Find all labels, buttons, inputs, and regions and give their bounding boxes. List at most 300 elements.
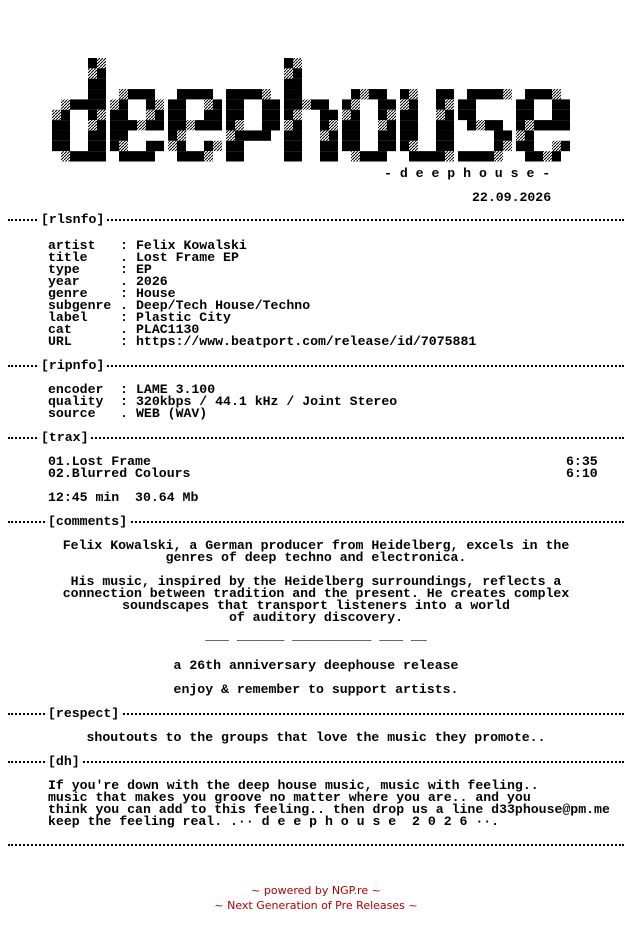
logo-pixel (458, 110, 467, 120)
logo-pixel (177, 89, 186, 99)
logo-pixel (146, 99, 155, 109)
logo-pixel (320, 99, 329, 109)
subgenre-value: Deep/Tech House/Techno (136, 298, 311, 313)
logo-pixel (235, 89, 244, 99)
logo-pixel (476, 89, 485, 99)
logo-pixel (436, 120, 445, 130)
logo-pixel (110, 130, 119, 140)
logo-pixel (494, 141, 503, 151)
logo-pixel (561, 110, 570, 120)
logo-pixel (485, 120, 494, 130)
logo-pixel (235, 141, 244, 151)
logo-pixel (119, 141, 128, 151)
url-link[interactable]: https://www.beatport.com/release/id/7075881 (136, 334, 477, 349)
logo-pixel (378, 89, 387, 99)
logo-pixel (436, 130, 445, 140)
logo-pixel (485, 151, 494, 161)
logo-pixel (293, 68, 302, 78)
logo-pixel (436, 110, 445, 120)
track-name-1: 01.Lost Frame (48, 454, 151, 469)
logo-pixel (342, 141, 351, 151)
logo-pixel (61, 151, 70, 161)
logo-pixel (445, 151, 454, 161)
logo-pixel (293, 110, 302, 120)
total-duration-size: 12:45 min 30.64 Mb (48, 490, 199, 505)
logo-pixel (525, 110, 534, 120)
logo-pixel (284, 151, 293, 161)
logo-pixel (369, 151, 378, 161)
logo-pixel (378, 110, 387, 120)
logo-pixel (534, 89, 543, 99)
logo-pixel (244, 89, 253, 99)
logo-pixel (235, 151, 244, 161)
logo-pixel (88, 99, 97, 109)
logo-pixel (467, 110, 476, 120)
logo-pixel (552, 110, 561, 120)
logo-pixel (467, 89, 476, 99)
logo-pixel (494, 89, 503, 99)
year-label: year (48, 274, 80, 289)
comment-line: of auditory discovery. (228, 610, 404, 625)
logo-pixel (284, 79, 293, 89)
logo-pixel (516, 110, 525, 120)
logo-pixel (177, 151, 186, 161)
logo-pixel (88, 130, 97, 140)
logo-pixel (97, 151, 106, 161)
logo-pixel (485, 89, 494, 99)
logo-pixel (61, 110, 70, 120)
logo-pixel (467, 120, 476, 130)
logo-pixel (378, 141, 387, 151)
logo-pixel (168, 130, 177, 140)
logo-pixel (119, 89, 128, 99)
logo-pixel (400, 120, 409, 130)
logo-pixel (342, 130, 351, 140)
comment-line: His music, inspired by the Heidelberg surroundings, reflects a (70, 574, 562, 589)
logo-pixel (409, 99, 418, 109)
comment-line: Felix Kowalski, a German producer from Heidelberg, excels in the (62, 538, 570, 553)
logo-pixel (445, 89, 454, 99)
logo-pixel (351, 130, 360, 140)
release-date: 22.09.2026 (472, 190, 552, 205)
logo-pixel (186, 89, 195, 99)
logo-pixel (387, 141, 396, 151)
logo-pixel (516, 99, 525, 109)
logo-pixel (400, 99, 409, 109)
logo-pixel (543, 120, 552, 130)
logo-pixel (293, 99, 302, 109)
logo-pixel (503, 141, 512, 151)
logo-pixel (436, 89, 445, 99)
title-label: title (48, 250, 88, 265)
genre-value: House (136, 286, 176, 301)
logo-pixel (494, 130, 503, 140)
logo-pixel (213, 99, 222, 109)
logo-pixel (351, 99, 360, 109)
logo-pixel (293, 130, 302, 140)
logo-pixel (262, 89, 271, 99)
section-label-comments: [comments] (45, 516, 130, 528)
logo-pixel (137, 151, 146, 161)
url-label: URL (48, 334, 72, 349)
section-label-rlsnfo: [rlsnfo] (38, 214, 107, 226)
powered-by-link[interactable]: ~ powered by NGP.re ~ (251, 884, 381, 897)
logo-pixel (97, 141, 106, 151)
logo-pixel (177, 120, 186, 130)
logo-pixel (552, 99, 561, 109)
logo-pixel (552, 151, 561, 161)
logo-pixel (494, 120, 503, 130)
logo-pixel (360, 89, 369, 99)
logo-pixel (88, 151, 97, 161)
logo-pixel (271, 99, 280, 109)
logo-pixel (110, 99, 119, 109)
logo-pixel (458, 151, 467, 161)
logo-pixel (293, 58, 302, 68)
logo-pixel (284, 58, 293, 68)
logo-pixel (271, 110, 280, 120)
logo-pixel (177, 141, 186, 151)
logo-pixel (445, 120, 454, 130)
logo-pixel (204, 151, 213, 161)
logo-pixel (284, 68, 293, 78)
logo-pixel (52, 130, 61, 140)
logo-pixel (503, 89, 512, 99)
logo-pixel (351, 89, 360, 99)
logo-pixel (494, 151, 503, 161)
logo-pixel (284, 141, 293, 151)
logo-pixel (226, 120, 235, 130)
logo-pixel (195, 89, 204, 99)
logo-pixel (168, 110, 177, 120)
logo-pixel (146, 110, 155, 120)
logo-pixel (436, 99, 445, 109)
logo-pixel (168, 99, 177, 109)
logo-pixel (516, 130, 525, 140)
logo-pixel (320, 120, 329, 130)
subgenre-label: subgenre (48, 298, 112, 313)
logo-pixel (293, 79, 302, 89)
logo-pixel (561, 99, 570, 109)
logo-pixel (226, 141, 235, 151)
logo-pixel (387, 130, 396, 140)
logo-pixel (146, 151, 155, 161)
logo-pixel (271, 120, 280, 130)
ngp-tagline-link[interactable]: ~ Next Generation of Pre Releases ~ (214, 899, 418, 912)
logo-pixel (204, 89, 213, 99)
logo-pixel (155, 110, 164, 120)
logo-pixel (128, 89, 137, 99)
logo-pixel (525, 130, 534, 140)
logo-pixel (302, 99, 311, 109)
logo-pixel (97, 79, 106, 89)
genre-label: genre (48, 286, 88, 301)
logo-pixel (262, 130, 271, 140)
anniversary-text: a 26th anniversary deephouse release (173, 658, 459, 673)
logo-pixel (97, 89, 106, 99)
divider (8, 761, 624, 763)
comment-line: genres of deep techno and electronica. (165, 550, 467, 565)
logo-pixel (195, 151, 204, 161)
logo-pixel (418, 151, 427, 161)
logo-pixel (543, 151, 552, 161)
dh-line: music that makes you groove no matter where you are.. and you (48, 790, 531, 805)
artist-value: Felix Kowalski (136, 238, 247, 253)
track-name-2: 02.Blurred Colours (48, 466, 191, 481)
logo-pixel (476, 120, 485, 130)
logo-pixel (235, 120, 244, 130)
label-value: Plastic City (136, 310, 231, 325)
logo-pixel (400, 141, 409, 151)
logo-pixel (79, 99, 88, 109)
logo-pixel (226, 110, 235, 120)
logo-pixel (226, 130, 235, 140)
logo-pixel (226, 151, 235, 161)
type-label: type (48, 262, 80, 277)
logo-pixel (213, 141, 222, 151)
deephouse-logo (52, 34, 572, 179)
logo-pixel (293, 141, 302, 151)
comment-rule: ___ ______ __________ ___ __ (205, 628, 427, 643)
support-text: enjoy & remember to support artists. (173, 682, 459, 697)
section-label-trax: [trax] (38, 432, 91, 444)
logo-pixel (387, 99, 396, 109)
logo-pixel (409, 110, 418, 120)
logo-pixel (387, 120, 396, 130)
logo-pixel (284, 89, 293, 99)
section-label-respect: [respect] (45, 708, 122, 720)
logo-pixel (88, 110, 97, 120)
logo-pixel (525, 89, 534, 99)
logo-pixel (409, 89, 418, 99)
source-label: source (48, 406, 96, 421)
logo-pixel (155, 99, 164, 109)
logo-pixel (351, 151, 360, 161)
cat-label: cat (48, 322, 72, 337)
logo-pixel (110, 110, 119, 120)
logo-pixel (445, 110, 454, 120)
type-value: EP (136, 262, 152, 277)
logo-pixel (119, 120, 128, 130)
logo-pixel (369, 89, 378, 99)
logo-pixel (88, 58, 97, 68)
logo-pixel (128, 120, 137, 130)
logo-pixel (525, 151, 534, 161)
logo-pixel (70, 151, 79, 161)
logo-pixel (409, 130, 418, 140)
logo-pixel (137, 120, 146, 130)
logo-pixel (204, 141, 213, 151)
logo-pixel (284, 120, 293, 130)
logo-pixel (400, 89, 409, 99)
logo-pixel (561, 141, 570, 151)
logo-pixel (97, 58, 106, 68)
track-time-1: 6:35 (566, 454, 598, 469)
logo-pixel (400, 130, 409, 140)
logo-pixel (329, 120, 338, 130)
divider (8, 437, 624, 439)
dh-line: think you can add to this feeling.. then drop us a line d33phouse@pm.me (48, 802, 610, 817)
logo-pixel (409, 141, 418, 151)
logo-pixel (186, 120, 195, 130)
logo-pixel (284, 110, 293, 120)
logo-pixel (516, 120, 525, 130)
section-label-dh: [dh] (45, 756, 83, 768)
logo-pixel (552, 89, 561, 99)
logo-pixel (552, 120, 561, 130)
logo-pixel (137, 89, 146, 99)
logo-pixel (97, 68, 106, 78)
logo-pixel (146, 89, 155, 99)
logo-pixel (61, 120, 70, 130)
logo-pixel (61, 130, 70, 140)
logo-pixel (235, 99, 244, 109)
logo-pixel (387, 110, 396, 120)
comment-line: connection between tradition and the present. He creates complex (62, 586, 570, 601)
logo-pixel (400, 110, 409, 120)
logo-pixel (213, 110, 222, 120)
logo-pixel (320, 141, 329, 151)
logo-pixel (311, 99, 320, 109)
logo-pixel (226, 89, 235, 99)
logo-pixel (516, 141, 525, 151)
logo-pixel (467, 151, 476, 161)
logo-pixel (360, 151, 369, 161)
section-label-ripnfo: [ripnfo] (38, 360, 107, 372)
logo-pixel (342, 99, 351, 109)
year-value: 2026 (136, 274, 168, 289)
quality-label: quality (48, 394, 104, 409)
logo-pixel (409, 151, 418, 161)
logo-pixel (119, 99, 128, 109)
logo-pixel (204, 99, 213, 109)
logo-pixel (320, 151, 329, 161)
logo-pixel (329, 151, 338, 161)
logo-pixel (525, 120, 534, 130)
logo-pixel (52, 141, 61, 151)
encoder-label: encoder (48, 382, 104, 397)
logo-pixel (226, 99, 235, 109)
logo-pixel (378, 99, 387, 109)
title-value: Lost Frame EP (136, 250, 239, 265)
logo-pixel (97, 120, 106, 130)
logo-pixel (119, 110, 128, 120)
dh-line: keep the feeling real. .·· d e e p h o u s e 2 0 2 6 ··. (48, 814, 500, 829)
logo-pixel (329, 130, 338, 140)
logo-pixel (445, 130, 454, 140)
logo-pixel (70, 99, 79, 109)
logo-pixel (552, 141, 561, 151)
logo-pixel (262, 99, 271, 109)
logo-pixel (476, 151, 485, 161)
source-value: WEB (WAV) (136, 406, 208, 421)
logo-pixel (168, 120, 177, 130)
label-label: label (48, 310, 88, 325)
logo-pixel (204, 110, 213, 120)
logo-pixel (342, 120, 351, 130)
track-time-2: 6:10 (566, 466, 598, 481)
logo-pixel (128, 151, 137, 161)
logo-pixel (88, 141, 97, 151)
logo-pixel (119, 130, 128, 140)
logo-pixel (525, 99, 534, 109)
logo-pixel (329, 110, 338, 120)
logo-pixel (262, 110, 271, 120)
logo-pixel (378, 130, 387, 140)
logo-pixel (235, 110, 244, 120)
logo-pixel (378, 151, 387, 161)
logo-pixel (168, 141, 177, 151)
logo-pixel (262, 120, 271, 130)
logo-pixel (195, 120, 204, 130)
logo-pixel (186, 151, 195, 161)
logo-pixel (351, 120, 360, 130)
logo-pixel (52, 110, 61, 120)
logo-pixel (253, 89, 262, 99)
logo-pixel (293, 89, 302, 99)
logo-pixel (204, 120, 213, 130)
logo-pixel (88, 120, 97, 130)
logo-pixel (235, 130, 244, 140)
logo-pixel (213, 120, 222, 130)
logo-pixel (561, 120, 570, 130)
logo-pixel (534, 151, 543, 161)
cat-value: PLAC1130 (136, 322, 200, 337)
logo-pixel (284, 130, 293, 140)
logo-pixel (97, 130, 106, 140)
logo-pixel (525, 141, 534, 151)
logo-pixel (351, 141, 360, 151)
logo-pixel (284, 99, 293, 109)
logo-pixel (119, 151, 128, 161)
encoder-value: LAME 3.100 (136, 382, 216, 397)
logo-pixel (427, 151, 436, 161)
logo-pixel (293, 120, 302, 130)
logo-pixel (458, 99, 467, 109)
logo-pixel (155, 141, 164, 151)
logo-pixel (445, 141, 454, 151)
logo-pixel (543, 89, 552, 99)
logo-pixel (409, 120, 418, 130)
logo-pixel (146, 141, 155, 151)
logo-pixel (177, 99, 186, 109)
logo-pixel (177, 130, 186, 140)
logo-pixel (146, 120, 155, 130)
respect-text: shoutouts to the groups that love the music they promote.. (86, 730, 546, 745)
logo-pixel (244, 130, 253, 140)
logo-pixel (88, 68, 97, 78)
logo-pixel (97, 99, 106, 109)
logo-pixel (79, 151, 88, 161)
logo-pixel (61, 99, 70, 109)
logo-pixel (503, 130, 512, 140)
logo-pixel (110, 120, 119, 130)
logo-pixel (88, 79, 97, 89)
logo-subtitle: - d e e p h o u s e - (384, 166, 551, 181)
logo-pixel (329, 141, 338, 151)
logo-pixel (342, 110, 351, 120)
logo-pixel (436, 151, 445, 161)
logo-pixel (177, 110, 186, 120)
logo-pixel (293, 151, 302, 161)
dh-line: If you're down with the deep house music, music with feeling.. (48, 778, 539, 793)
logo-pixel (445, 99, 454, 109)
logo-pixel (97, 110, 106, 120)
logo-pixel (467, 99, 476, 109)
logo-pixel (351, 110, 360, 120)
logo-pixel (320, 110, 329, 120)
logo-pixel (61, 141, 70, 151)
